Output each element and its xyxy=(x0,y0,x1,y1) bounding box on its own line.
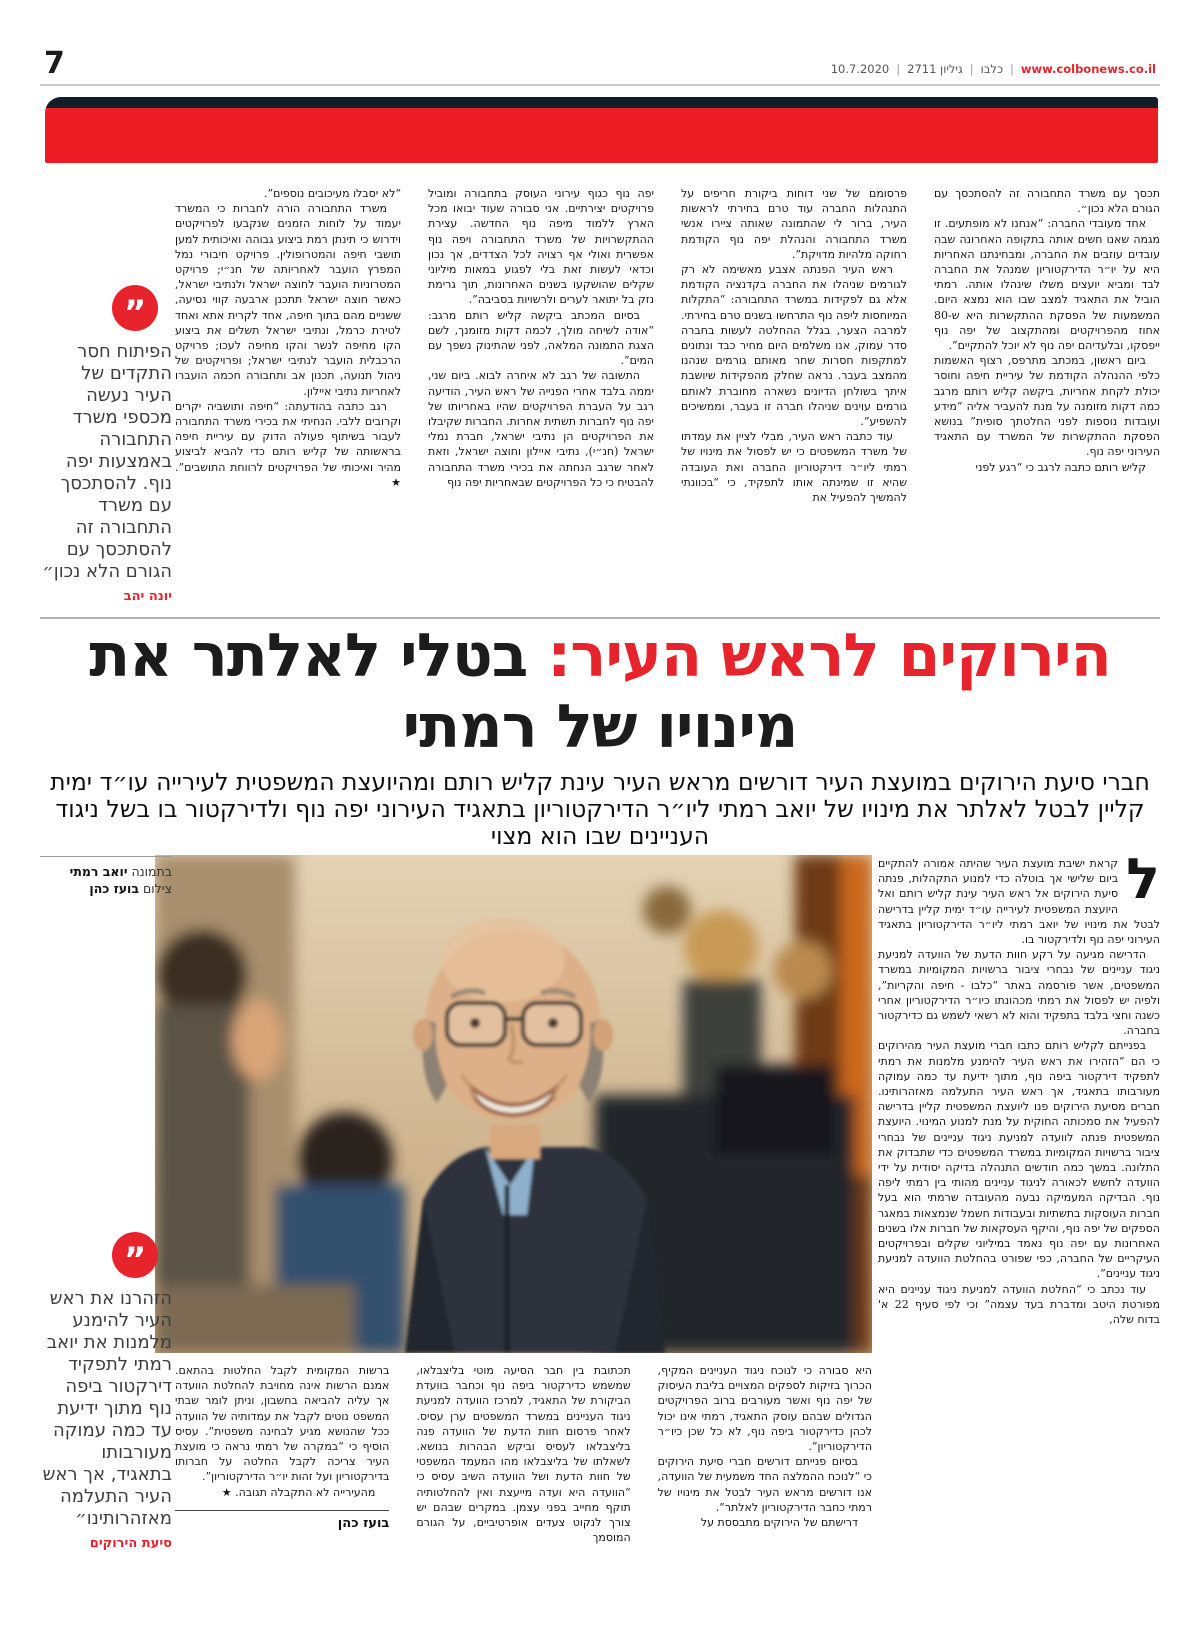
caption-rule xyxy=(40,856,172,857)
lead-column-paragraphs xyxy=(878,947,1160,1327)
section-divider xyxy=(40,617,1160,619)
article-column xyxy=(658,1363,872,1643)
banner-black-strip xyxy=(45,97,1158,108)
article-column xyxy=(416,1363,630,1643)
paper-name: כלבו xyxy=(980,62,1004,76)
drop-cap: ל xyxy=(1126,856,1160,912)
article-column xyxy=(428,186,654,614)
lead-paragraph: ל קראת ישיבת מועצת העיר שהיתה אמורה להתקיים ביום שלישי אך בוטלה כדי למנוע התקהלות, פנתה סיעת הירוקים אל ראש העיר עינת קליש רותם ואל היועצת המשפטית לעירייה עו״ד ימית קליין בדרישה לבטל את מינויו של יואב רמתי ליו״ר הדירקטוריון בתאגיד העירוני יפה נוף ולדירקטור בו. xyxy=(878,856,1160,947)
paragraph: מהעירייה לא התקבלה תגובה. ★ xyxy=(221,1485,376,1499)
pull-quote-text: הזהרנו את ראש העיר להימנע מלמנות את יואב רמתי לתפקיד דירקטור ביפה נוף מתוך ידיעת עד כמה עמוקה מעורבותו בתאגיד, אך ראש העיר התעלמה מאזהרותינו״ xyxy=(42,1288,172,1529)
red-banner xyxy=(45,97,1158,163)
paragraph: ביום ראשון, במכתב מתרפס, רצוף האשמות כלפי ההנהלה הקודמת של עיריית חיפה וחוסר יכולת לקחת אחריות, ביקשה קליש רותם מרגב כמה דקות מזומנה על מנת להעביר אליה “מידע ועובדות נוספות לפני החלטתך סופית” בנושא הפסקת ההתקשרות של המשרד עם התאגיד העירוני יפה נוף. xyxy=(934,354,1160,459)
paragraph: ראש העיר הפנתה אצבע מאשימה לא רק לגורמים שניהלו את החברה בקדנציה הקודמת אלא גם לפקידות במשרד התחבורה: “התקלות המיוחסות ליפה נוף התרחשו בשנים טרם בחירתי. למרבה הצער, בגלל ההחלטה לעשות בחברה סדר עמוק, אנו משלמים היום מחיר כבד ונתונים למתקפות חסרות שחר מאותם גורמים שנהנו מהמצב בעבר. נראה שחלק מהפקידות שיושבת איתך בשולחן הדיונים נשארה מחוברת לאותם גורמים עוינים שניהלו חברה זו בעבר, וממשיכים להשפיע”. xyxy=(681,263,907,429)
caption-line2: צילום בועז כהן xyxy=(89,881,172,896)
paragraph: פרסומם של שני דוחות ביקורת חריפים על התנהלות החברה עוד טרם בחירתי לראשות העיר, ברור לי שהתמונה שאותה ציירו אנשי משרד התחבורה והנהלת יפה נוף הקודמת רחוקה מלהיות מדויקת”. xyxy=(681,187,907,261)
article-column xyxy=(175,1363,389,1643)
pull-quote-top xyxy=(40,285,172,604)
paragraph: רגב כתבה בהודעתה: “חיפה ותושביה יקרים וקרובים ללבי. הנחיתי את בכירי משרד התחבורה לעבור בשיתוף פעולה הדוק עם עיריית חיפה בראשותה של קליש רותם כדי להביא לביצוע מהיר ואיכותי של הפרויקטים לרווחת התושבים”. ★ xyxy=(175,399,401,489)
headline-line1 xyxy=(40,621,1160,692)
paragraph: “לא יסבלו מעיכובים נוספים”. xyxy=(264,187,401,200)
page-date: 10.7.2020 xyxy=(830,62,890,76)
paragraph: ברשות המקומית לקבל החלטות בהתאם. אמנם הרשות אינה מחויבת להחלטת הוועדה אך עליה להביאה בחשבון, וניתן לומר שבתי המשפט נוטים לקבל את עמדותיה של הוועדה ככל שהנושא מגיע לבחינה משפטית”. עסיס הוסיף כי “במקרה של רמתי נראה כי מועצת העיר צריכה לקבל החלטה על חברותו בדירקטוריון ועל זהות יו״ר הדירקטוריון”. xyxy=(175,1364,390,1484)
paragraph: בסיום המכתב ביקשה קליש רותם מרגב: “אודה לשיחה מולך, לכמה דקות מזומנך, לשם הצגת התמונה המלאה, לפני שהתינוק נשפך עם המים”. xyxy=(428,308,654,368)
article-column xyxy=(175,186,401,614)
paragraph: בסיום פנייתם דורשים חברי סיעת הירוקים כי “לנוכח ההמלצה החד משמעית של הוועדה, אנו דורשים מראש העיר לבטל את מינויו של רמתי כחבר הדירקטוריון לאלתר”. xyxy=(657,1455,872,1514)
byline-block xyxy=(175,1510,389,1531)
paragraph: התשובה של רגב לא איחרה לבוא. ביום שני, יממה בלבד אחרי הפנייה של ראש העיר, הודיעה רגב על העברת הפרויקטים שהיו באחריותו של יפה נוף לחברות תשתית אחרות. החברות שקיבלו את הפרויקטים הן נתיבי ישראל, חברת נמלי ישראל (חנ״י), נתיבי איילון וחוצה ישראל, וזאת לאחר שרגב הנחתה את בכירי משרד התחבורה להבטיח כי כל הפרויקטים שבאחריות יפה נוף xyxy=(428,369,654,489)
site-url[interactable]: www.colbonews.co.il xyxy=(1020,62,1156,76)
photo-illustration xyxy=(155,855,872,1353)
article-column xyxy=(934,186,1160,614)
subheadline: חברי סיעת הירוקים במועצת העיר דורשים מראש העיר עינת קליש רותם ומהיועצת המשפטית לעירייה עו״ד ימית קליין לבטל לאלתר את מינויו של יואב רמתי ליו״ר הדירקטוריון בתאגיד העירוני יפה נוף ולדירקטור בו בשל ניגוד העניינים שבו הוא מצוי xyxy=(50,768,1150,850)
issue-label: גיליון 2711 xyxy=(907,62,963,76)
pull-quote-attribution: יונה יהב xyxy=(123,589,172,604)
separator: | xyxy=(969,62,974,76)
author-byline: בועז כהן xyxy=(337,1515,390,1531)
article-photo xyxy=(155,855,872,1353)
main-headline xyxy=(40,621,1160,763)
quote-icon: ” xyxy=(112,1232,158,1278)
headline-black-part: בטלי לאלתר את xyxy=(89,621,528,691)
pull-quote-attribution: סיעת הירוקים xyxy=(89,1536,172,1551)
photo-caption xyxy=(40,856,172,897)
paragraph: בפנייתם לקליש רותם כתבו חברי מועצת העיר מהירוקים כי הם “הזהירו את ראש העיר להימנע מלמנות את רמתי לתפקיד דירקטור ביפה נוף, מתוך ידיעת עד כמה עמוקה מעורבותו בתאגיד, אך ראש העיר התעלמה מאזהרותינו. חברים מסיעת הירוקים פנו ליועצת המשפטית קליין בדרישה להפעיל את סמכותה החוקית על מנת למנוע המינוי. היועצת המשפטית פנתה לוועדה למניעת ניגוד עניינים של נבחרי ציבור ברשויות המקומיות במשרד המשפטים כדי שתבדוק את התלונה. במשך כמה חודשים התנהלה בדיקה יסודית על ידי הוועדה לחשש לכאורה לניגוד עניינים מהותי בין רמתי ליפה נוף. הבדיקה המעמיקה נבעה מהעובדה שרמתי הוא בעל חברות העוסקות בתשתיות ובעבודות חשמל שנמצאות במאגר הספקים של יפה נוף, והיקף העסקאות של חברות אלו בשנים האחרונות עם יפה נוף נאמד במיליוני שקלים ובפרויקטים העיקריים של החברה, כפי שפורט בהחלטת הוועדה למניעת ניגוד עניינים”. xyxy=(878,1039,1160,1281)
pull-quote-text: הפיתוח חסר התקדים של העיר נעשה מכספי משרד התחבורה באמצעות יפה נוף. להסתכסך עם משרד התחבורה זה להסתכסך עם הגורם הלא נכון״ xyxy=(42,341,172,582)
paragraph: עוד כתבה ראש העיר, מבלי לציין את עמדתו של משרד המשפטים כי יש לפסול את מינויו של רמתי ליו״ר דירקטוריון החברה ואת העובדה שהיא זו שמינתה אותו לתפקיד, כי “בכוונתי להמשיך להפעיל את xyxy=(681,430,907,505)
paragraph: תכסך עם משרד התחבורה זה להסתכסך עם הגורם הלא נכון״. xyxy=(934,187,1160,216)
paragraph: עוד נכתב כי “החלטת הוועדה למניעת ניגוד עניינים היא מפורטת היטב ומדברת בעד עצמה” וכי לפי סעיף 22 א' בדוח שלה, xyxy=(878,1282,1160,1327)
paragraph: אחד מעובדי החברה: “אנחנו לא מופתעים. זו מגמה שאנו חשים אותה בתקופה האחרונה שבה עובדים עוזבים את החברה, ומבחינתנו האחריות היא על יו״ר הדירקטוריון שמנהל את החברה לבד ומביא יועצים משלו שינהלו אותה. רמתי הוביל את התאגיד למצב שבו הוא נמצא היום. המשמעות של הפסקת ההתקשרות היא ש-80 אחוז מהפרויקטים ומהתקצוב של יפה נוף ייפסקו, ובלעדיהם יפה נוף לא יוכל להתקיים”. xyxy=(934,217,1160,353)
main-article-lead-column xyxy=(878,856,1160,1614)
paragraph: דרישתם של הירוקים מתבססת על xyxy=(700,1516,858,1530)
quote-icon: ” xyxy=(112,285,158,331)
headline-red-part: הירוקים לראש העיר: xyxy=(547,621,1111,691)
page-header-meta xyxy=(831,62,1156,76)
caption-subject-name: יואב רמתי xyxy=(69,864,128,879)
paragraph: היא סבורה כי לנוכח ניגוד העניינים המקיף, הכרוך בזיקות לספקים המצויים בליבת העיסוק של יפה נוף ואשר מעורבים ברוב הפרויקטים הגדולים שבהם עוסק התאגיד, רמתי אינו יכול לכהן כדירקטור ביפה נוף, לא כל שכן כיו״ר הדירקטוריון”. xyxy=(657,1364,872,1454)
top-article xyxy=(175,186,1160,614)
header-rule xyxy=(40,84,1160,86)
separator: | xyxy=(1010,62,1014,76)
paragraph: הדרישה מגיעה על רקע חוות הדעת של הוועדה למניעת ניגוד עניינים של נבחרי ציבור ברשויות המקומיות במשרד המשפטים, אשר פורסמה באתר “כלבו - חיפה והקריות”, ולפיה יש לפסול את רמתי מכהונתו כיו״ר הדירקטוריון אחרי כשנה וחצי בלבד בתפקיד והוא לא רשאי לשמש גם כדירקטור בחברה. xyxy=(878,948,1160,1038)
page-number: 7 xyxy=(44,46,65,81)
paragraph: יפה נוף כגוף עירוני העוסק בתחבורה ומוביל פרויקטים יצירתיים. אני סבורה שעוד יבואו מכל הארץ ללמוד מיפה נוף החדשה. עצירת ההתקשרויות של משרד התחבורה ויפה נוף אפשרית ואולי אף רצויה לכל הצדדים, אך נכון וכדאי לעשות זאת בלי לפגוע במאות מיליוני שקלים שהושקעו בשנים האחרונות, תוך גרימת נזק בל יתואר לערים ולרשויות בסביבה”. xyxy=(428,187,654,307)
pull-quote-bottom xyxy=(40,1232,172,1551)
separator: | xyxy=(896,62,901,76)
paragraph: תכתובת בין חבר הסיעה מוטי בליצבלאו, שמשמש כדירקטור ביפה נוף וכחבר בוועדת הביקורת של התאגיד, למרכז הוועדה למניעת ניגוד העניינים במשרד המשפטים ערן עסיס. לאחר פרסום חוות הדעת של הוועדה פנה בליצבלאו לעסיס וביקש הבהרות בנושא. לשאלתו של בליצבלאו מהו המעמד המשפטי של חוות הדעת ושל הוועדה השיב עסיס כי “הוועדה היא ועדה מייעצת ואין להחלטותיה תוקף מחייב בפני עצמן. במקרים שבהם יש צורך לנקוט צעדים אופרטיביים, על הגורם המוסמך xyxy=(416,1364,631,1545)
byline-rule xyxy=(175,1510,389,1511)
headline-line2: מינויו של רמתי xyxy=(402,692,798,762)
banner-red-bar xyxy=(45,108,1158,163)
main-article-bottom-columns xyxy=(175,1363,872,1643)
article-column xyxy=(681,186,907,614)
caption-line1: בתמונה יואב רמתי xyxy=(69,864,172,879)
caption-photographer-name: בועז כהן xyxy=(89,881,139,896)
paragraph: קליש רותם כתבה לרגב כי “רגע לפני xyxy=(975,460,1146,474)
paragraph: משרד התחבורה הורה לחברות כי המשרד יעמוד על לוחות הזמנים שנקבעו לפרויקטים וידרוש כי תינתן רמת ביצוע גבוהה ואיכותית למען תושבי חיפה והמטרופולין. פרויקט חיבורי נמל המפרץ הועבר לאחריותה של חנ״י; פרויקט המטרוניות הועבר לחוצה ישראל ולנתיבי ישראל, כאשר חוצה ישראל תתכנן ארבעה קווי נסיעה, ששניים מהם בתוך חיפה, אחד לקרית אתא ואחד לטירת כרמל, ונתיבי ישראל תשלים את ביצוע הקו מחיפה לנשר והקו מחיפה לעכו; פרויקט הרכבלית הועבר לנתיבי ישראל; ופרויקטים של ניהול תנועה, תכנון אב ותחבורה חכמה הועברו לאחריות נתיבי איילון. xyxy=(175,202,401,398)
